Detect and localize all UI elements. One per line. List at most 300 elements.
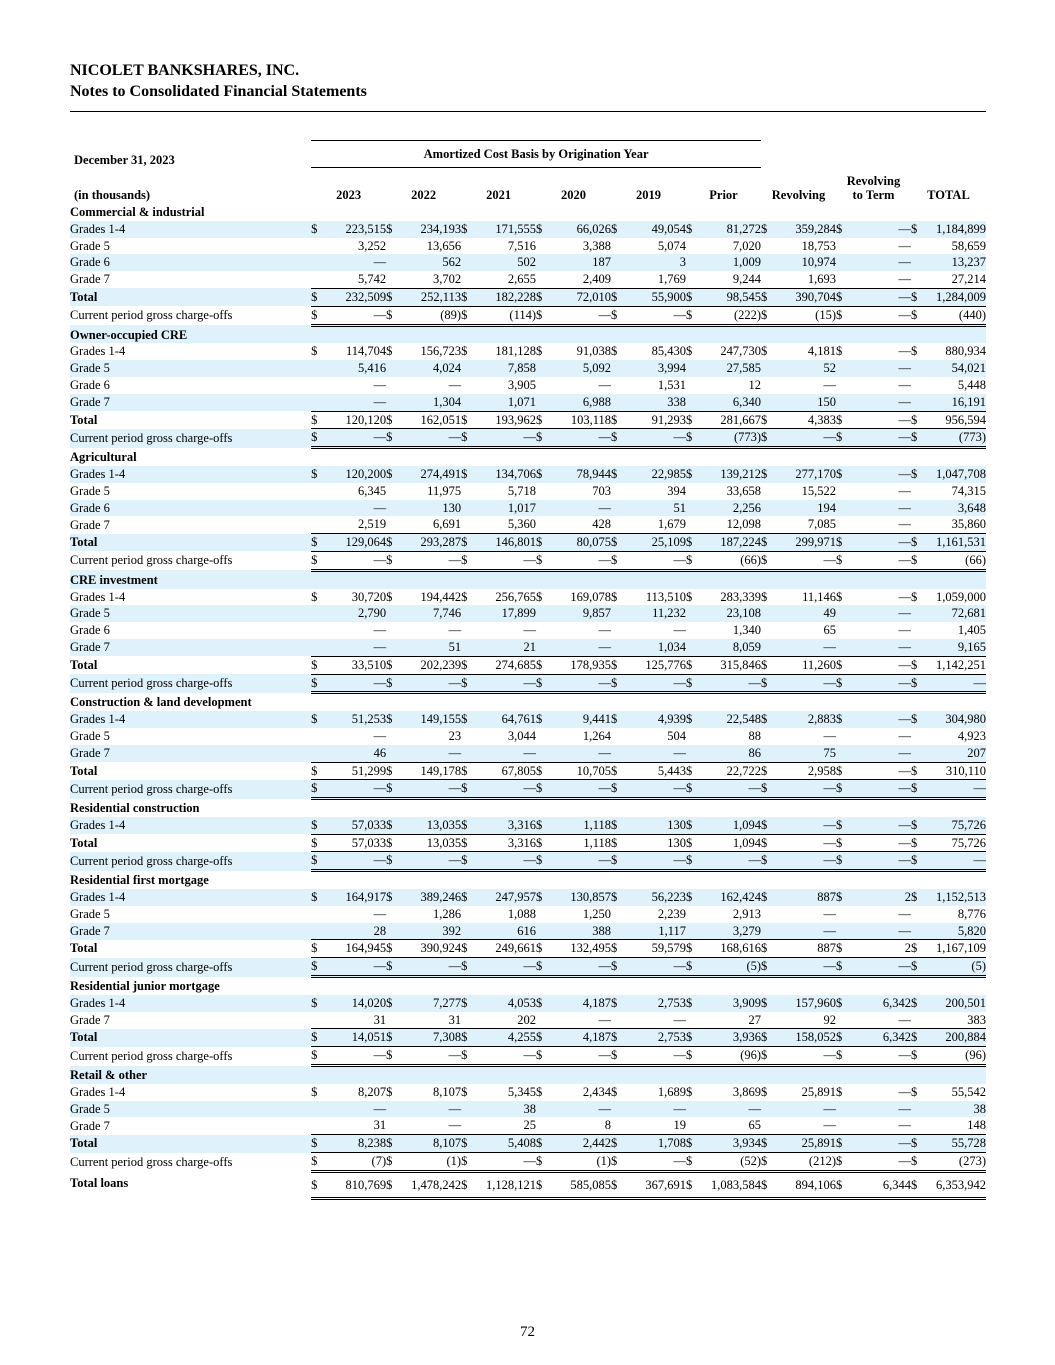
- total-row: [70, 762, 986, 780]
- dollar-sign: [536, 1117, 546, 1134]
- dollar-sign: $: [911, 889, 921, 906]
- dollar-sign: $: [911, 852, 921, 871]
- dollar-sign: $: [911, 429, 921, 448]
- table-cell: 31: [448, 1012, 462, 1027]
- table-cell: 3,252: [357, 238, 387, 253]
- table-cell: 49,054: [621, 221, 686, 238]
- dollar-sign: [611, 394, 621, 411]
- dollar-sign: $: [686, 762, 696, 780]
- table-cell: 150: [771, 394, 836, 411]
- dollar-sign: $: [761, 221, 771, 238]
- dollar-sign: $: [461, 656, 471, 674]
- table-cell: 54,021: [921, 360, 986, 377]
- table-cell: 3,388: [582, 238, 612, 253]
- table-cell: 367,691: [621, 1171, 686, 1198]
- dollar-sign: [311, 377, 321, 394]
- dollar-sign: $: [911, 1135, 921, 1153]
- dollar-sign: $: [536, 466, 546, 483]
- dollar-sign: $: [386, 656, 396, 674]
- table-cell: 207: [921, 745, 986, 762]
- dollar-sign: [836, 254, 846, 271]
- dollar-sign: $: [686, 534, 696, 552]
- dollar-sign: $: [836, 780, 846, 799]
- dollar-sign: $: [611, 674, 621, 693]
- table-cell: —: [621, 780, 686, 799]
- dollar-sign: $: [536, 551, 546, 570]
- table-cell: —: [471, 958, 536, 977]
- table-cell: 21: [471, 639, 536, 656]
- dollar-sign: $: [686, 940, 696, 958]
- table-cell: 58,659: [951, 238, 986, 253]
- table-cell: 51: [396, 639, 461, 656]
- table-cell: 31: [373, 1012, 387, 1027]
- table-cell: 252,113: [396, 288, 461, 306]
- table-row: [70, 889, 986, 906]
- dollar-sign: $: [386, 711, 396, 728]
- dollar-sign: [911, 1012, 921, 1029]
- table-cell: 2,913: [732, 906, 762, 921]
- table-cell: 1,017: [471, 500, 536, 517]
- total-row: [70, 656, 986, 674]
- table-row: [70, 1101, 986, 1118]
- table-cell: 5,074: [657, 238, 686, 253]
- table-cell: 1,304: [396, 394, 461, 411]
- dollar-sign: $: [686, 551, 696, 570]
- table-row: [70, 343, 986, 360]
- dollar-sign: $: [761, 674, 771, 693]
- section-header-row: [70, 693, 986, 711]
- table-cell: 56,223: [621, 889, 686, 906]
- table-cell: 1,167,109: [921, 940, 986, 958]
- dollar-sign: $: [461, 762, 471, 780]
- row-label: Total: [70, 835, 98, 850]
- row-label: Total: [70, 1029, 311, 1047]
- table-cell: 75,726: [921, 817, 986, 834]
- dollar-sign: $: [611, 466, 621, 483]
- dollar-sign: [386, 516, 396, 533]
- dollar-sign: $: [611, 762, 621, 780]
- column-header-line2: 2021: [486, 188, 512, 202]
- dollar-sign: $: [761, 1047, 771, 1066]
- table-cell: 38: [921, 1101, 986, 1118]
- dollar-sign: $: [911, 551, 921, 570]
- dollar-sign: [536, 1101, 546, 1118]
- table-cell: —: [921, 780, 986, 799]
- table-cell: —: [546, 429, 611, 448]
- table-cell: —: [846, 1047, 911, 1066]
- table-cell: 134,706: [471, 466, 536, 483]
- dollar-sign: $: [686, 958, 696, 977]
- table-cell: 91,293: [621, 411, 686, 429]
- dollar-sign: $: [386, 1029, 396, 1047]
- table-cell: —: [846, 1135, 911, 1153]
- table-cell: 5,443: [621, 762, 686, 780]
- dollar-sign: [611, 271, 621, 288]
- dollar-sign: $: [686, 1029, 696, 1047]
- table-cell: 2: [846, 940, 911, 958]
- table-cell: —: [898, 272, 911, 287]
- table-cell: —: [898, 483, 911, 498]
- dollar-sign: $: [311, 834, 321, 852]
- table-row: [70, 589, 986, 606]
- table-cell: —: [321, 306, 386, 325]
- table-cell: —: [846, 466, 911, 483]
- table-cell: (773): [921, 429, 986, 448]
- dollar-sign: $: [911, 466, 921, 483]
- row-label: Grades 1-4: [70, 344, 126, 359]
- table-row: [70, 466, 986, 483]
- dollar-sign: $: [536, 411, 546, 429]
- dollar-sign: $: [311, 551, 321, 570]
- table-cell: —: [373, 728, 387, 743]
- table-cell: —: [846, 834, 911, 852]
- dollar-sign: $: [536, 1153, 546, 1172]
- table-cell: 11,260: [771, 656, 836, 674]
- table-cell: (89): [396, 306, 461, 325]
- dollar-sign: [386, 639, 396, 656]
- table-cell: —: [448, 1118, 462, 1133]
- dollar-sign: $: [461, 589, 468, 604]
- dollar-sign: [536, 360, 546, 377]
- dollar-sign: $: [386, 995, 396, 1012]
- dollar-sign: [686, 377, 696, 394]
- table-cell: —: [771, 923, 836, 940]
- dollar-sign: $: [386, 1171, 396, 1198]
- table-cell: 1,118: [546, 817, 611, 834]
- dollar-sign: $: [761, 1153, 771, 1172]
- table-cell: 19: [673, 1118, 686, 1133]
- dollar-sign: $: [461, 344, 468, 359]
- table-cell: 223,515: [321, 221, 386, 238]
- table-cell: —: [846, 639, 911, 656]
- table-cell: 274,491: [396, 466, 461, 483]
- dollar-sign: $: [461, 995, 471, 1012]
- table-cell: 5,092: [546, 360, 611, 377]
- dollar-sign: $: [311, 411, 321, 429]
- section-label: Residential first mortgage: [70, 873, 209, 888]
- dollar-sign: [836, 271, 846, 288]
- table-body: [70, 141, 986, 1199]
- table-cell: —: [898, 377, 911, 392]
- dollar-sign: $: [686, 466, 696, 483]
- dollar-sign: [386, 622, 396, 639]
- column-header-line2: to Term: [852, 188, 895, 202]
- table-cell: —: [546, 780, 611, 799]
- dollar-sign: [536, 728, 546, 745]
- column-header-line2: Revolving: [771, 188, 826, 202]
- dollar-sign: $: [461, 534, 471, 552]
- grand-total-row: [70, 1171, 986, 1198]
- table-cell: 139,212: [696, 466, 761, 483]
- dollar-sign: $: [611, 589, 618, 604]
- table-cell: 3: [621, 254, 686, 271]
- dollar-sign: $: [911, 1047, 921, 1066]
- table-cell: 585,085: [546, 1171, 611, 1198]
- dollar-sign: [536, 622, 546, 639]
- dollar-sign: $: [836, 656, 846, 674]
- row-label: Grade 5: [70, 360, 311, 377]
- column-header-line2: Prior: [709, 188, 738, 202]
- table-cell: 277,170: [771, 466, 836, 483]
- dollar-sign: $: [911, 288, 921, 306]
- table-cell: —: [846, 221, 911, 238]
- table-cell: 5,718: [507, 483, 537, 498]
- table-cell: 8,059: [696, 639, 761, 656]
- table-cell: —: [598, 377, 612, 392]
- table-cell: 315,846: [696, 656, 761, 674]
- table-row: [70, 745, 986, 762]
- table-cell: —: [396, 958, 461, 977]
- table-cell: —: [846, 288, 911, 306]
- table-cell: —: [771, 780, 836, 799]
- table-cell: —: [621, 1101, 686, 1118]
- dollar-sign: [836, 238, 846, 255]
- table-cell: 14,051: [321, 1029, 386, 1047]
- row-label: Total: [70, 1135, 311, 1153]
- charge-offs-row: [70, 852, 986, 871]
- dollar-sign: $: [461, 780, 471, 799]
- table-cell: 22,548: [696, 711, 761, 728]
- table-cell: 31: [373, 1118, 387, 1133]
- table-cell: —: [846, 1153, 911, 1172]
- table-cell: 392: [396, 923, 461, 940]
- table-cell: —: [846, 711, 911, 728]
- dollar-sign: [686, 906, 696, 923]
- row-label: Grade 5: [70, 906, 110, 921]
- dollar-sign: $: [311, 1153, 321, 1172]
- table-cell: —: [673, 623, 686, 638]
- table-cell: —: [846, 394, 911, 411]
- dollar-sign: [461, 639, 471, 656]
- dollar-sign: $: [761, 344, 768, 359]
- total-row: [70, 1029, 986, 1047]
- table-cell: 129,064: [321, 534, 386, 552]
- dollar-sign: [311, 500, 321, 517]
- row-label: Grades 1-4: [70, 817, 311, 834]
- dollar-sign: $: [611, 411, 621, 429]
- section-label: CRE investment: [70, 570, 986, 588]
- dollar-sign: $: [311, 306, 321, 325]
- section-header-row: [70, 204, 986, 221]
- dollar-sign: [536, 516, 546, 533]
- dollar-sign: [836, 745, 846, 762]
- dollar-sign: [761, 728, 771, 745]
- dollar-sign: $: [611, 1029, 621, 1047]
- table-cell: 810,769: [321, 1171, 386, 1198]
- dollar-sign: $: [536, 852, 546, 871]
- table-cell: 5,408: [471, 1135, 536, 1153]
- dollar-sign: $: [761, 940, 771, 958]
- table-cell: 35,860: [951, 517, 986, 532]
- table-cell: —: [396, 852, 461, 871]
- dollar-sign: [311, 605, 321, 622]
- table-cell: 7,308: [396, 1029, 461, 1047]
- dollar-sign: $: [386, 589, 393, 604]
- table-cell: 2,958: [771, 762, 836, 780]
- dollar-sign: $: [611, 1153, 621, 1172]
- table-cell: 55,900: [621, 288, 686, 306]
- table-cell: 1,009: [696, 254, 761, 271]
- table-cell: 956,594: [921, 411, 986, 429]
- dollar-sign: $: [836, 1171, 846, 1198]
- dollar-sign: [911, 238, 921, 255]
- table-row: [70, 1012, 986, 1029]
- dollar-sign: [611, 728, 621, 745]
- dollar-sign: $: [761, 1029, 771, 1047]
- dollar-sign: $: [686, 656, 696, 674]
- table-cell: 3,279: [696, 923, 761, 940]
- dollar-sign: [386, 483, 396, 500]
- dollar-sign: [911, 394, 921, 411]
- charge-offs-row: [70, 958, 986, 977]
- dollar-sign: [761, 516, 771, 533]
- table-cell: 6,345: [357, 483, 387, 498]
- table-cell: 23: [448, 728, 462, 743]
- table-cell: 4,939: [621, 711, 686, 728]
- table-row: [70, 728, 986, 745]
- dollar-sign: [836, 728, 846, 745]
- dollar-sign: $: [311, 656, 321, 674]
- table-cell: 1,284,009: [921, 288, 986, 306]
- dollar-sign: $: [311, 1084, 318, 1099]
- table-cell: 51,299: [321, 762, 386, 780]
- table-cell: 130: [621, 834, 686, 852]
- table-cell: 1,094: [696, 834, 761, 852]
- table-cell: 130,857: [546, 889, 611, 906]
- dollar-sign: $: [686, 889, 696, 906]
- dollar-sign: $: [386, 429, 396, 448]
- section-label: Residential junior mortgage: [70, 979, 220, 994]
- table-cell: 67,805: [471, 762, 536, 780]
- table-date-label: December 31, 2023: [74, 152, 175, 167]
- table-cell: 390,704: [771, 288, 836, 306]
- dollar-sign: [461, 622, 471, 639]
- table-cell: —: [898, 238, 911, 253]
- dollar-sign: $: [836, 288, 846, 306]
- column-header: [386, 168, 461, 205]
- dollar-sign: $: [536, 711, 546, 728]
- table-cell: 7,516: [507, 238, 537, 253]
- dollar-sign: $: [386, 889, 396, 906]
- table-cell: 1,679: [657, 517, 686, 532]
- dollar-sign: $: [611, 288, 621, 306]
- row-label: Grades 1-4: [70, 466, 311, 483]
- dollar-sign: $: [836, 466, 846, 483]
- dollar-sign: [536, 1012, 546, 1029]
- table-cell: 52: [771, 360, 836, 377]
- dollar-sign: [686, 483, 696, 500]
- dollar-sign: $: [611, 1047, 621, 1066]
- row-label: Grade 6: [70, 623, 110, 638]
- dollar-sign: [386, 906, 396, 923]
- table-cell: —: [373, 377, 387, 392]
- dollar-sign: $: [536, 1171, 546, 1198]
- table-cell: 171,555: [471, 221, 536, 238]
- dollar-sign: $: [386, 1153, 396, 1172]
- dollar-sign: $: [686, 817, 696, 834]
- dollar-sign: [386, 923, 396, 940]
- table-cell: 4,024: [396, 360, 461, 377]
- dollar-sign: $: [836, 940, 846, 958]
- dollar-sign: $: [611, 834, 621, 852]
- table-cell: —: [846, 817, 911, 834]
- table-cell: 125,776: [621, 656, 686, 674]
- table-cell: 38: [471, 1101, 536, 1118]
- dollar-sign: $: [686, 221, 696, 238]
- dollar-sign: [611, 605, 621, 622]
- dollar-sign: [311, 271, 321, 288]
- dollar-sign: [686, 1012, 696, 1029]
- dollar-sign: [611, 745, 621, 762]
- dollar-sign: $: [311, 817, 321, 834]
- table-cell: 98,545: [696, 288, 761, 306]
- dollar-sign: [686, 238, 696, 255]
- charge-offs-row: [70, 780, 986, 799]
- row-label: Grade 5: [70, 483, 110, 498]
- dollar-sign: [386, 394, 396, 411]
- dollar-sign: $: [761, 762, 771, 780]
- table-cell: 502: [471, 254, 536, 271]
- dollar-sign: [911, 516, 921, 533]
- table-cell: 2,239: [657, 906, 686, 921]
- dollar-sign: $: [911, 817, 921, 834]
- table-row: [70, 639, 986, 656]
- table-cell: 194,442: [420, 589, 462, 604]
- table-cell: 1,128,121: [471, 1171, 536, 1198]
- dollar-sign: $: [911, 780, 921, 799]
- dollar-sign: [611, 360, 621, 377]
- dollar-sign: [686, 360, 696, 377]
- dollar-sign: [911, 360, 921, 377]
- table-cell: 25,109: [621, 534, 686, 552]
- table-cell: 2,753: [621, 1029, 686, 1047]
- row-label: Grade 6: [70, 500, 311, 517]
- table-cell: —: [771, 852, 836, 871]
- table-cell: 13,656: [426, 238, 462, 253]
- dollar-sign: [761, 238, 771, 255]
- dollar-sign: [461, 483, 471, 500]
- table-cell: —: [546, 1047, 611, 1066]
- dollar-sign: $: [311, 940, 321, 958]
- table-cell: 10,974: [771, 254, 836, 271]
- dollar-sign: $: [311, 344, 318, 359]
- dollar-sign: $: [461, 674, 471, 693]
- dollar-sign: [686, 516, 696, 533]
- table-cell: (1): [546, 1153, 611, 1172]
- table-cell: —: [396, 1047, 461, 1066]
- dollar-sign: [311, 923, 321, 940]
- table-cell: 178,935: [546, 656, 611, 674]
- dollar-sign: $: [461, 1047, 471, 1066]
- dollar-sign: [761, 605, 771, 622]
- table-cell: —: [771, 1101, 836, 1118]
- row-label: Grade 7: [70, 745, 311, 762]
- dollar-sign: $: [311, 852, 321, 871]
- dollar-sign: $: [911, 674, 921, 693]
- charge-offs-row: [70, 306, 986, 325]
- table-cell: 283,339: [720, 589, 762, 604]
- dollar-sign: [461, 500, 471, 517]
- table-cell: 148: [967, 1118, 986, 1133]
- dollar-sign: [611, 1101, 621, 1118]
- dollar-sign: [686, 394, 696, 411]
- table-cell: —: [846, 411, 911, 429]
- table-cell: 562: [396, 254, 461, 271]
- dollar-sign: $: [686, 1171, 696, 1198]
- dollar-sign: [311, 1012, 321, 1029]
- table-cell: 2,434: [582, 1084, 612, 1099]
- table-cell: 1,340: [732, 623, 762, 638]
